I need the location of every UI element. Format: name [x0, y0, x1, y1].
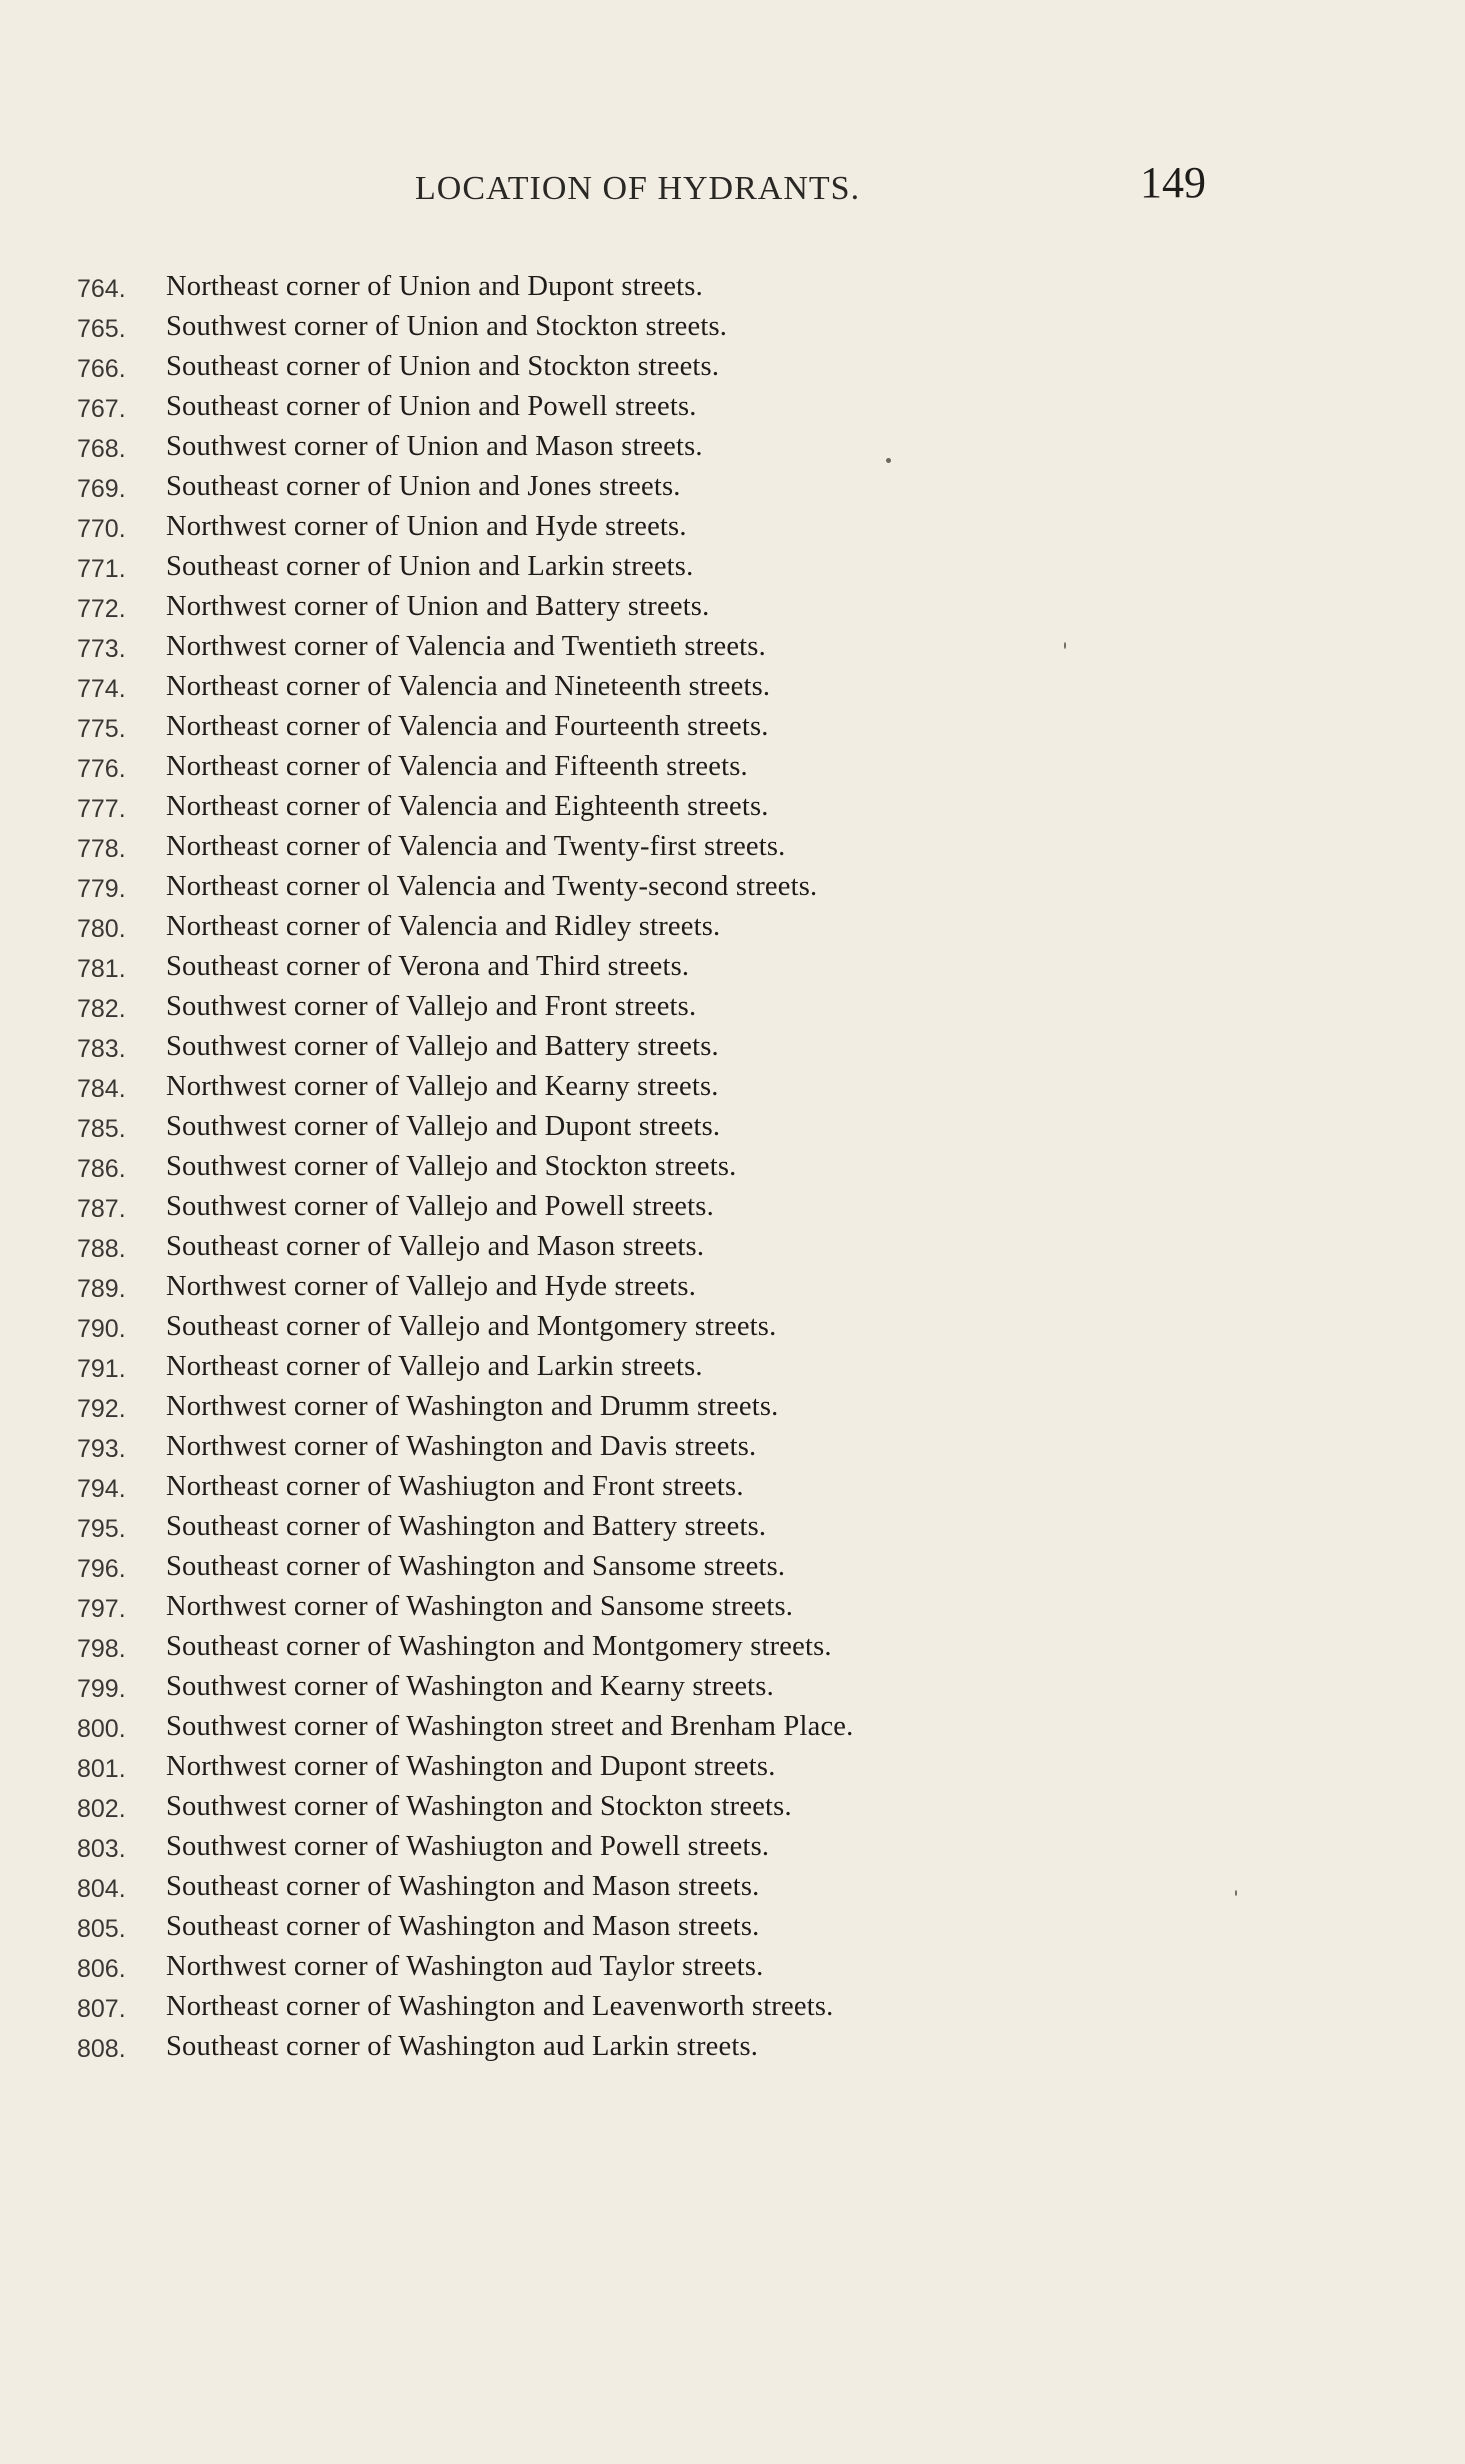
hydrant-location: Northwest corner of Union and Battery streets.: [166, 591, 710, 622]
hydrant-number: 772.: [77, 595, 126, 623]
hydrant-location: Southeast corner of Union and Jones streets.: [166, 471, 681, 502]
list-item: [0, 951, 1465, 991]
hydrant-number: 785.: [77, 1115, 126, 1143]
hydrant-location: Northeast corner of Valencia and Twenty-first streets.: [166, 831, 786, 862]
hydrant-location: Southwest corner of Union and Mason streets.: [166, 431, 703, 462]
running-title: LOCATION OF HYDRANTS.: [415, 170, 861, 207]
list-item: [0, 791, 1465, 831]
list-item: [0, 751, 1465, 791]
hydrant-location: Southwest corner of Washiugton and Powell streets.: [166, 1831, 770, 1862]
list-item: [0, 551, 1465, 591]
hydrant-number: 787.: [77, 1195, 126, 1223]
hydrant-number: 764.: [77, 275, 126, 303]
hydrant-number: 765.: [77, 315, 126, 343]
hydrant-location: Northeast corner of Valencia and Eighteenth streets.: [166, 791, 769, 822]
list-item: [0, 1791, 1465, 1831]
hydrant-location: Northwest corner of Washington and Sansome streets.: [166, 1591, 794, 1622]
list-item: [0, 1111, 1465, 1151]
hydrant-location: Southwest corner of Washington and Kearny streets.: [166, 1671, 774, 1702]
hydrant-location: Southwest corner of Union and Stockton streets.: [166, 311, 728, 342]
list-item: [0, 1431, 1465, 1471]
hydrant-number: 781.: [77, 955, 126, 983]
list-item: [0, 1151, 1465, 1191]
list-item: [0, 1991, 1465, 2031]
list-item: [0, 1711, 1465, 1751]
hydrant-number: 805.: [77, 1915, 126, 1943]
hydrant-number: 780.: [77, 915, 126, 943]
hydrant-location: Southeast corner of Washington and Battery streets.: [166, 1511, 767, 1542]
ink-speck: [1235, 1890, 1237, 1896]
hydrant-list: [0, 271, 1465, 2071]
page-number: 149: [1140, 158, 1206, 207]
list-item: [0, 1231, 1465, 1271]
hydrant-location: Northwest corner of Washington and Dupont streets.: [166, 1751, 776, 1782]
list-item: [0, 711, 1465, 751]
hydrant-number: 808.: [77, 2035, 126, 2063]
hydrant-number: 784.: [77, 1075, 126, 1103]
hydrant-number: 773.: [77, 635, 126, 663]
hydrant-number: 796.: [77, 1555, 126, 1583]
list-item: [0, 911, 1465, 951]
hydrant-number: 800.: [77, 1715, 126, 1743]
hydrant-number: 789.: [77, 1275, 126, 1303]
list-item: [0, 1471, 1465, 1511]
hydrant-location: Southeast corner of Vallejo and Montgomery streets.: [166, 1311, 777, 1342]
hydrant-location: Northwest corner of Union and Hyde streets.: [166, 511, 687, 542]
list-item: [0, 271, 1465, 311]
hydrant-location: Southwest corner of Washington and Stockton streets.: [166, 1791, 792, 1822]
hydrant-number: 776.: [77, 755, 126, 783]
list-item: [0, 1351, 1465, 1391]
list-item: [0, 1871, 1465, 1911]
list-item: [0, 991, 1465, 1031]
hydrant-number: 771.: [77, 555, 126, 583]
list-item: [0, 1591, 1465, 1631]
hydrant-location: Southwest corner of Washington street and Brenham Place.: [166, 1711, 854, 1742]
hydrant-location: Southeast corner of Washington aud Larkin streets.: [166, 2031, 759, 2062]
hydrant-number: 807.: [77, 1995, 126, 2023]
hydrant-number: 774.: [77, 675, 126, 703]
list-item: [0, 1071, 1465, 1111]
list-item: [0, 1031, 1465, 1071]
hydrant-location: Northwest corner of Vallejo and Kearny streets.: [166, 1071, 719, 1102]
list-item: [0, 831, 1465, 871]
list-item: [0, 1631, 1465, 1671]
hydrant-location: Northeast corner of Washington and Leavenworth streets.: [166, 1991, 834, 2022]
list-item: [0, 1551, 1465, 1591]
hydrant-number: 788.: [77, 1235, 126, 1263]
hydrant-location: Northwest corner of Vallejo and Hyde streets.: [166, 1271, 697, 1302]
hydrant-location: Northeast corner ol Valencia and Twenty-second streets.: [166, 871, 818, 902]
hydrant-location: Northwest corner of Washington aud Taylor streets.: [166, 1951, 764, 1982]
hydrant-location: Southwest corner of Vallejo and Battery streets.: [166, 1031, 719, 1062]
hydrant-location: Southwest corner of Vallejo and Dupont streets.: [166, 1111, 721, 1142]
hydrant-location: Northeast corner of Washiugton and Front streets.: [166, 1471, 744, 1502]
hydrant-number: 803.: [77, 1835, 126, 1863]
list-item: [0, 1271, 1465, 1311]
list-item: [0, 2031, 1465, 2071]
hydrant-location: Northwest corner of Washington and Drumm streets.: [166, 1391, 779, 1422]
hydrant-location: Northwest corner of Valencia and Twentieth streets.: [166, 631, 766, 662]
hydrant-location: Southeast corner of Washington and Mason streets.: [166, 1871, 760, 1902]
hydrant-location: Southeast corner of Vallejo and Mason streets.: [166, 1231, 705, 1262]
hydrant-location: Southwest corner of Vallejo and Powell streets.: [166, 1191, 714, 1222]
hydrant-number: 778.: [77, 835, 126, 863]
hydrant-location: Southeast corner of Verona and Third streets.: [166, 951, 690, 982]
hydrant-number: 766.: [77, 355, 126, 383]
hydrant-number: 806.: [77, 1955, 126, 1983]
list-item: [0, 1191, 1465, 1231]
hydrant-number: 797.: [77, 1595, 126, 1623]
list-item: [0, 1671, 1465, 1711]
hydrant-location: Southeast corner of Union and Stockton streets.: [166, 351, 720, 382]
list-item: [0, 311, 1465, 351]
hydrant-number: 798.: [77, 1635, 126, 1663]
hydrant-location: Southwest corner of Vallejo and Stockton streets.: [166, 1151, 737, 1182]
list-item: [0, 351, 1465, 391]
hydrant-location: Northeast corner of Valencia and Fourteenth streets.: [166, 711, 769, 742]
hydrant-number: 790.: [77, 1315, 126, 1343]
hydrant-location: Southeast corner of Washington and Mason streets.: [166, 1911, 760, 1942]
hydrant-number: 804.: [77, 1875, 126, 1903]
list-item: [0, 871, 1465, 911]
hydrant-number: 768.: [77, 435, 126, 463]
list-item: [0, 471, 1465, 511]
hydrant-number: 783.: [77, 1035, 126, 1063]
list-item: [0, 591, 1465, 631]
hydrant-number: 793.: [77, 1435, 126, 1463]
hydrant-location: Southeast corner of Union and Larkin streets.: [166, 551, 694, 582]
hydrant-number: 782.: [77, 995, 126, 1023]
list-item: [0, 511, 1465, 551]
list-item: [0, 1951, 1465, 1991]
list-item: [0, 1911, 1465, 1951]
hydrant-location: Northeast corner of Union and Dupont streets.: [166, 271, 703, 302]
hydrant-number: 769.: [77, 475, 126, 503]
hydrant-location: Southeast corner of Union and Powell streets.: [166, 391, 697, 422]
hydrant-number: 802.: [77, 1795, 126, 1823]
hydrant-location: Northeast corner of Valencia and Fifteenth streets.: [166, 751, 748, 782]
hydrant-location: Northeast corner of Valencia and Ridley streets.: [166, 911, 721, 942]
hydrant-number: 777.: [77, 795, 126, 823]
hydrant-number: 792.: [77, 1395, 126, 1423]
hydrant-location: Northeast corner of Vallejo and Larkin streets.: [166, 1351, 703, 1382]
hydrant-number: 775.: [77, 715, 126, 743]
hydrant-location: Northeast corner of Valencia and Nineteenth streets.: [166, 671, 771, 702]
ink-speck: [886, 458, 891, 463]
hydrant-number: 799.: [77, 1675, 126, 1703]
hydrant-number: 786.: [77, 1155, 126, 1183]
list-item: [0, 1311, 1465, 1351]
hydrant-number: 794.: [77, 1475, 126, 1503]
hydrant-number: 791.: [77, 1355, 126, 1383]
list-item: [0, 1511, 1465, 1551]
hydrant-number: 795.: [77, 1515, 126, 1543]
hydrant-number: 801.: [77, 1755, 126, 1783]
list-item: [0, 391, 1465, 431]
hydrant-number: 770.: [77, 515, 126, 543]
hydrant-number: 779.: [77, 875, 126, 903]
list-item: [0, 431, 1465, 471]
hydrant-number: 767.: [77, 395, 126, 423]
list-item: [0, 1831, 1465, 1871]
list-item: [0, 671, 1465, 711]
hydrant-location: Southwest corner of Vallejo and Front streets.: [166, 991, 697, 1022]
hydrant-location: Northwest corner of Washington and Davis streets.: [166, 1431, 757, 1462]
hydrant-location: Southeast corner of Washington and Montgomery streets.: [166, 1631, 832, 1662]
list-item: [0, 631, 1465, 671]
hydrant-location: Southeast corner of Washington and Sansome streets.: [166, 1551, 786, 1582]
ink-speck: [1064, 642, 1066, 649]
list-item: [0, 1751, 1465, 1791]
list-item: [0, 1391, 1465, 1431]
